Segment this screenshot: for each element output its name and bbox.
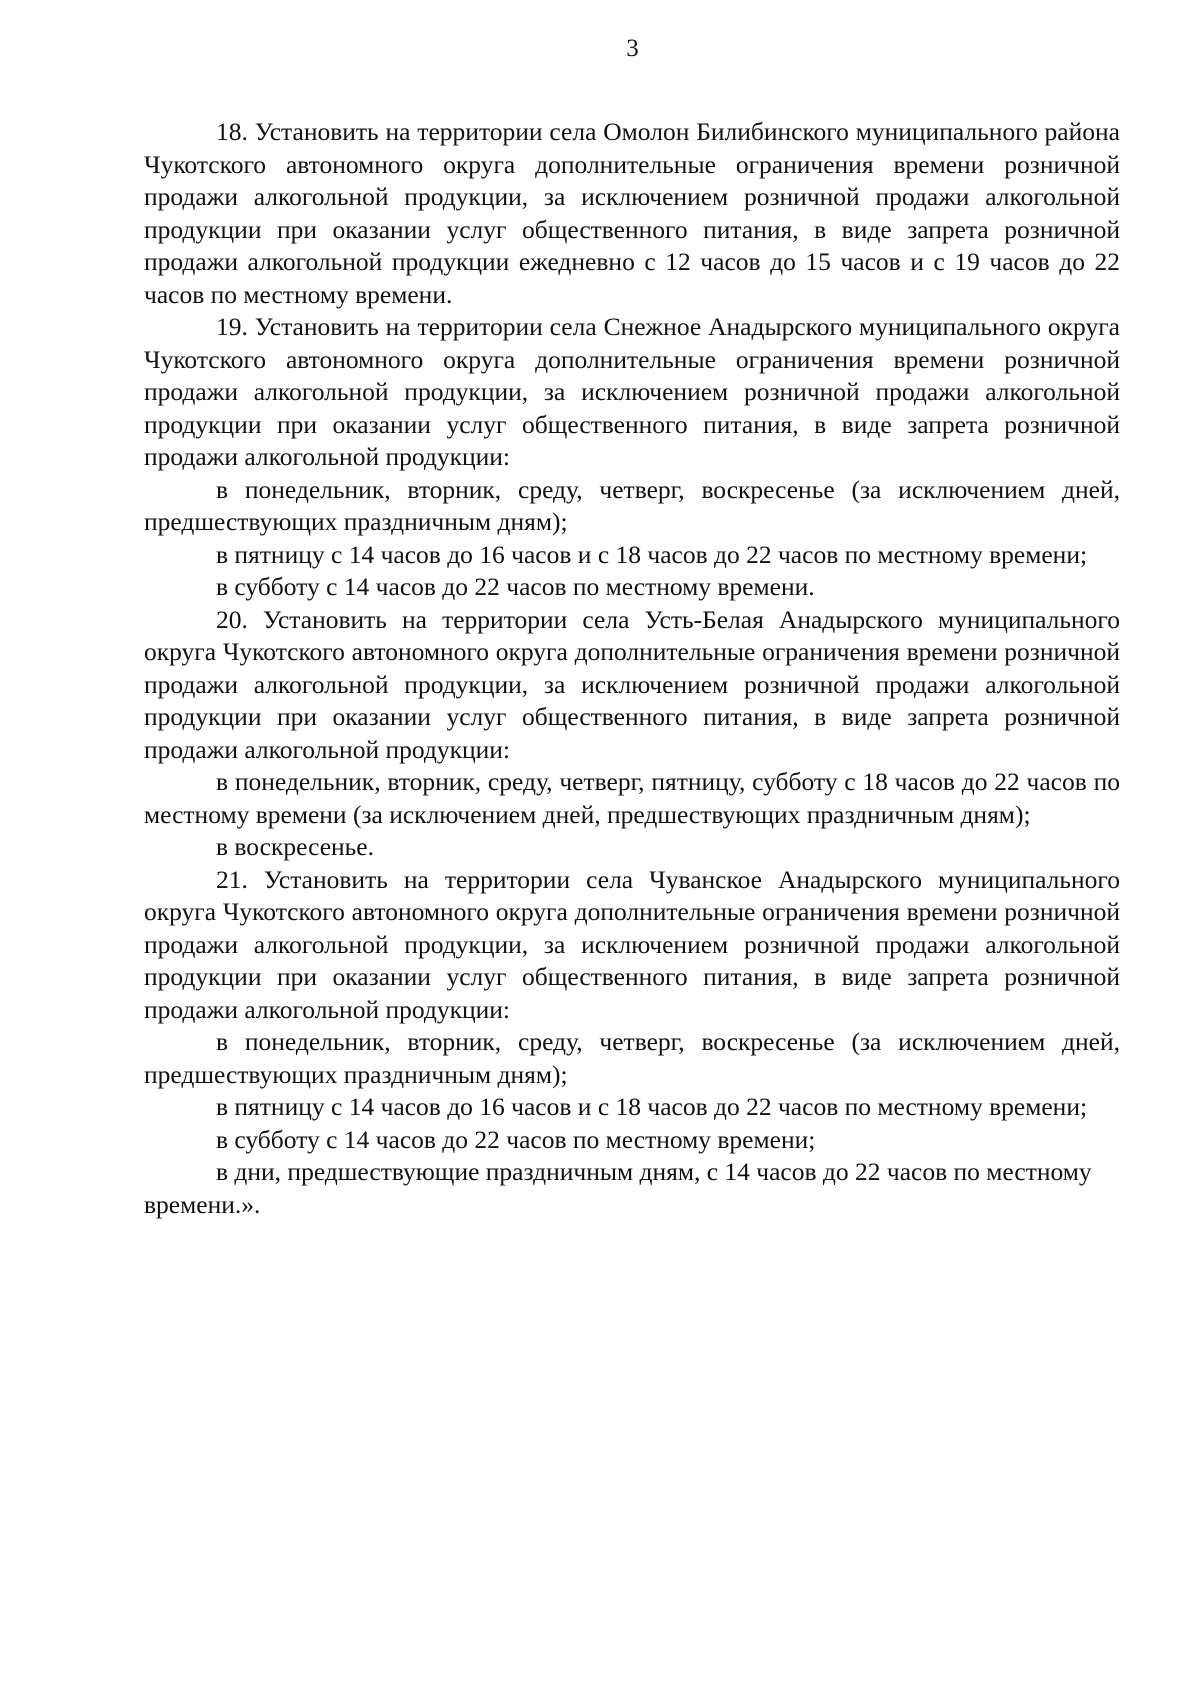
paragraph-item-21-friday: в пятницу с 14 часов до 16 часов и с 18 часов до 22 часов по местному времени; bbox=[216, 1092, 1088, 1121]
paragraph-item-21-saturday: в субботу с 14 часов до 22 часов по местному времени; bbox=[216, 1124, 816, 1154]
paragraph-item-20-weekdays: в понедельник, вторник, среду, четверг, пятницу, субботу с 18 часов до 22 часов по местному времени (за исключением дней, предшествующих праздничным дням); bbox=[144, 767, 1120, 829]
paragraph-item-19-saturday: в субботу с 14 часов до 22 часов по местному времени. bbox=[216, 572, 815, 601]
page-number: 3 bbox=[626, 35, 639, 62]
paragraph-item-21-weekdays: в понедельник, вторник, среду, четверг, воскресенье (за исключением дней, предшествующих праздничным дням); bbox=[144, 1027, 1120, 1089]
paragraph-item-21-pre-holidays: в дни, предшествующие праздничным дням, с 14 часов до 22 часов по местному времени.». bbox=[144, 1157, 1092, 1219]
paragraph-item-20-sunday: в воскресенье. bbox=[216, 832, 374, 861]
paragraph-item-21: 21. Установить на территории села Чуванское Анадырского муниципального округа Чукотского автономного округа дополнительные ограничения времени розничной продажи алкогольной продукции, за исключением розничной продажи алкогольной продукции при оказании услуг общественного питания, в виде запрета розничной продажи алкогольной продукции: bbox=[144, 864, 1120, 1024]
paragraph-item-20: 20. Установить на территории села Усть-Белая Анадырского муниципального округа Чукотского автономного округа дополнительные ограничения времени розничной продажи алкогольной продукции, за исключением розничной продажи алкогольной продукции при оказании услуг общественного питания, в виде запрета розничной продажи алкогольной продукции: bbox=[144, 604, 1120, 764]
paragraph-item-19-friday: в пятницу с 14 часов до 16 часов и с 18 часов до 22 часов по местному времени; bbox=[216, 539, 1088, 569]
paragraph-item-19: 19. Установить на территории села Снежное Анадырского муниципального округа Чукотского автономного округа дополнительные ограничения времени розничной продажи алкогольной продукции, за исключением розничной продажи алкогольной продукции при оказании услуг общественного питания, в виде запрета розничной продажи алкогольной продукции: bbox=[144, 312, 1120, 471]
paragraph-item-18: 18. Установить на территории села Омолон Билибинского муниципального района Чукотского автономного округа дополнительные ограничения времени розничной продажи алкогольной продукции, за исключением розничной продажи алкогольной продукции при оказании услуг общественного питания, в виде запрета розничной продажи алкогольной продукции ежедневно с 12 часов до 15 часов и с 19 часов до 22 часов по местному времени. bbox=[144, 117, 1120, 309]
paragraph-item-19-weekdays: в понедельник, вторник, среду, четверг, воскресенье (за исключением дней, предшествующих праздничным дням); bbox=[144, 474, 1120, 536]
document-body bbox=[144, 116, 1120, 1221]
